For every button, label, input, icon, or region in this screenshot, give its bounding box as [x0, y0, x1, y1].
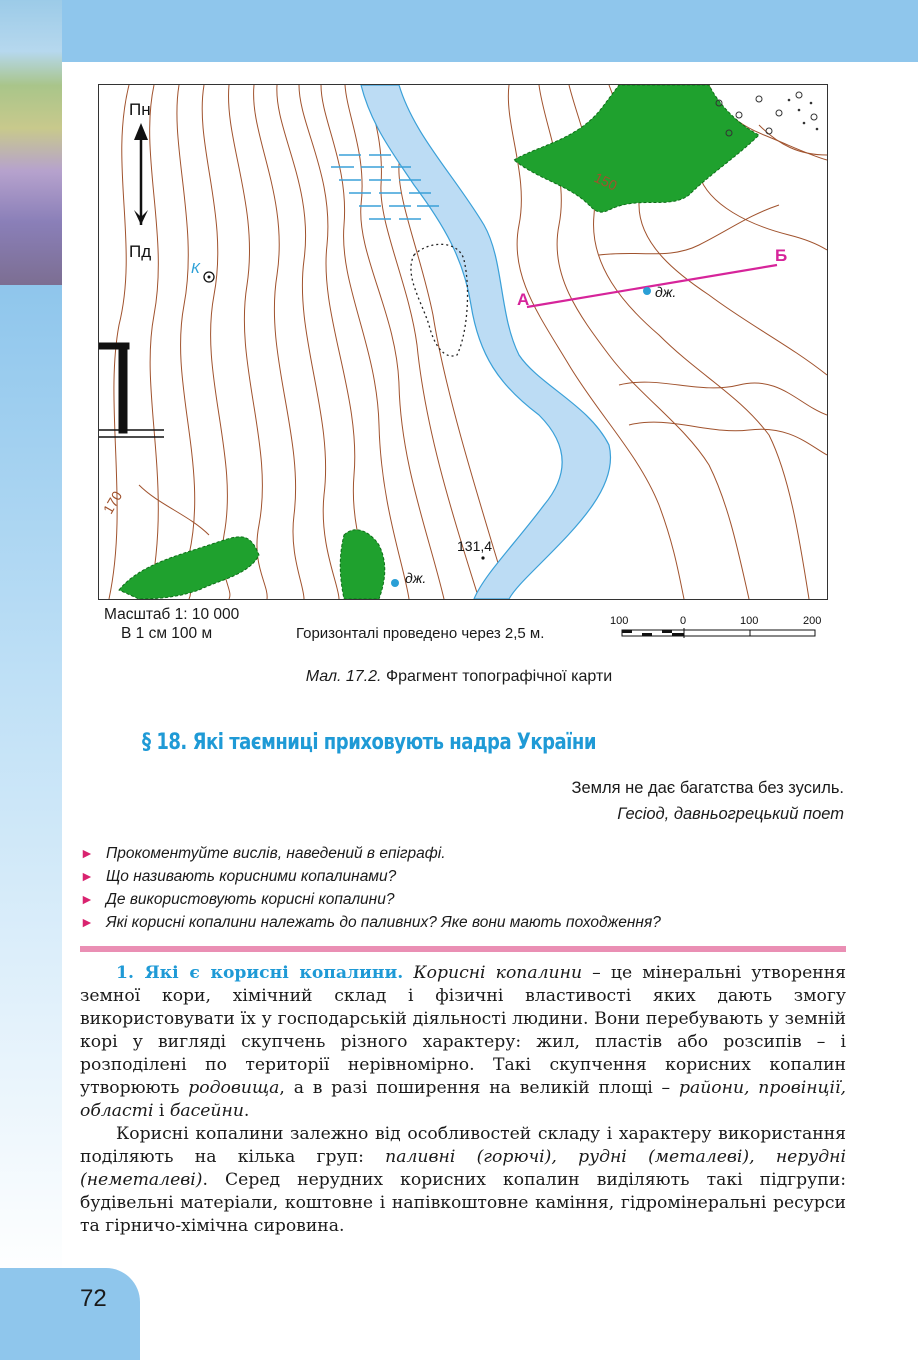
profile-line: [527, 265, 777, 307]
bullet-arrow-icon: ►: [80, 845, 94, 861]
epigraph: [572, 775, 845, 827]
decorative-photo: [0, 0, 62, 285]
bullet-arrow-icon: ►: [80, 868, 94, 884]
scale-bar-segment: [642, 633, 652, 636]
contour-label-170: 170: [99, 488, 126, 517]
elevation-mark: 131,4: [457, 538, 493, 554]
term: райони, провінції, області: [80, 1078, 846, 1121]
scale-bar-segment: [672, 633, 684, 636]
point-b-label: Б: [775, 246, 788, 265]
wall-road: [99, 343, 164, 437]
spring-marker: [643, 287, 651, 295]
scale-tick-label: 100: [610, 615, 629, 627]
topographic-map: [98, 84, 828, 600]
question-item: ► Прокоментуйте вислів, наведений в епіграфі.: [80, 842, 661, 865]
map-scale-ratio: Масштаб 1: 10 000: [104, 606, 240, 623]
term: Корисні копалини: [413, 963, 583, 983]
point-k-dot: [208, 276, 211, 279]
map-scale-per-cm: В 1 см 100 м: [121, 625, 213, 642]
paragraph: Корисні копалини залежно від особливостей складу і характеру використання поділяють на кілька груп: паливні (горючі), рудні (металеві), нерудні (неметалеві). Серед нерудних корисних копалин виділяють такі підгрупи: будівельні матеріали, коштовне і напівкоштовне каміння, гідромінеральні ресурси та гірничо-хімічна сировина.: [80, 1124, 846, 1236]
contour-label-150: 150: [591, 169, 620, 194]
term: родовища: [188, 1078, 280, 1098]
point-a-label: А: [517, 290, 530, 309]
question-item: ► Де використовують корисні копалини?: [80, 888, 661, 911]
scale-bar-segment: [662, 630, 672, 633]
scale-bar-segment: [622, 630, 632, 633]
question-list: [80, 842, 661, 934]
map-canvas: [99, 85, 827, 599]
south-label: Пд: [129, 242, 152, 261]
question-item: ► Що називають корисними копалинами?: [80, 865, 661, 888]
left-color-bar: [0, 285, 62, 1280]
bullet-arrow-icon: ►: [80, 891, 94, 907]
scale-bar: [607, 612, 837, 642]
figure-caption: [0, 668, 918, 686]
epigraph-quote: Земля не дає багатства без зусиль.: [571, 779, 844, 797]
page-number: 72: [80, 1285, 107, 1312]
body-text: [80, 962, 846, 1238]
spring-label: дж.: [655, 284, 677, 300]
term: паливні (горючі), рудні (металеві), нерудні (неметалеві): [80, 1147, 846, 1190]
epigraph-author: Гесіод, давньогрецький поет: [617, 805, 844, 823]
top-color-band: [62, 0, 918, 62]
scale-tick-label: 200: [803, 615, 822, 627]
spring-marker: [391, 579, 399, 587]
figure-number: Мал. 17.2.: [305, 668, 382, 685]
term: басейни: [169, 1101, 244, 1121]
question-item: ► Які корисні копалини належать до паливних? Яке вони мають походження?: [80, 911, 661, 934]
north-arrow: [134, 123, 148, 225]
forest-area: [119, 537, 259, 599]
north-label: Пн: [129, 100, 151, 119]
scale-tick-label: 0: [680, 615, 687, 627]
subsection-heading: 1. Які є корисні копалини.: [116, 963, 404, 983]
bullet-arrow-icon: ►: [80, 914, 94, 930]
section-divider: [80, 946, 846, 952]
elevation-point: [481, 556, 484, 559]
point-k-label: К: [191, 260, 200, 277]
page-number-badge: [0, 1268, 140, 1360]
paragraph: 1. Які є корисні копалини. Корисні копалини – це мінеральні утворення земної кори, хімічний склад і фізичні властивості яких дають змогу використовувати їх у господарській діяльності людини. Вони перебувають у земній корі у вигляді скупчень різного характеру: жил, пластів або розсипів – і розподілені по території нерівномірно. Такі скупчення корисних копалин утворюють родовища, а в разі поширення на великій площі – райони, провінції, області і басейни.: [80, 963, 846, 1121]
section-title: § 18. Які таємниці приховують надра України: [142, 730, 596, 755]
scale-tick-label: 100: [740, 615, 759, 627]
forest-area: [340, 530, 385, 599]
spring-label: дж.: [405, 570, 427, 586]
figure-caption-text: Фрагмент топографічної карти: [385, 668, 613, 685]
contour-interval-note: Горизонталі проведено через 2,5 м.: [296, 625, 545, 642]
